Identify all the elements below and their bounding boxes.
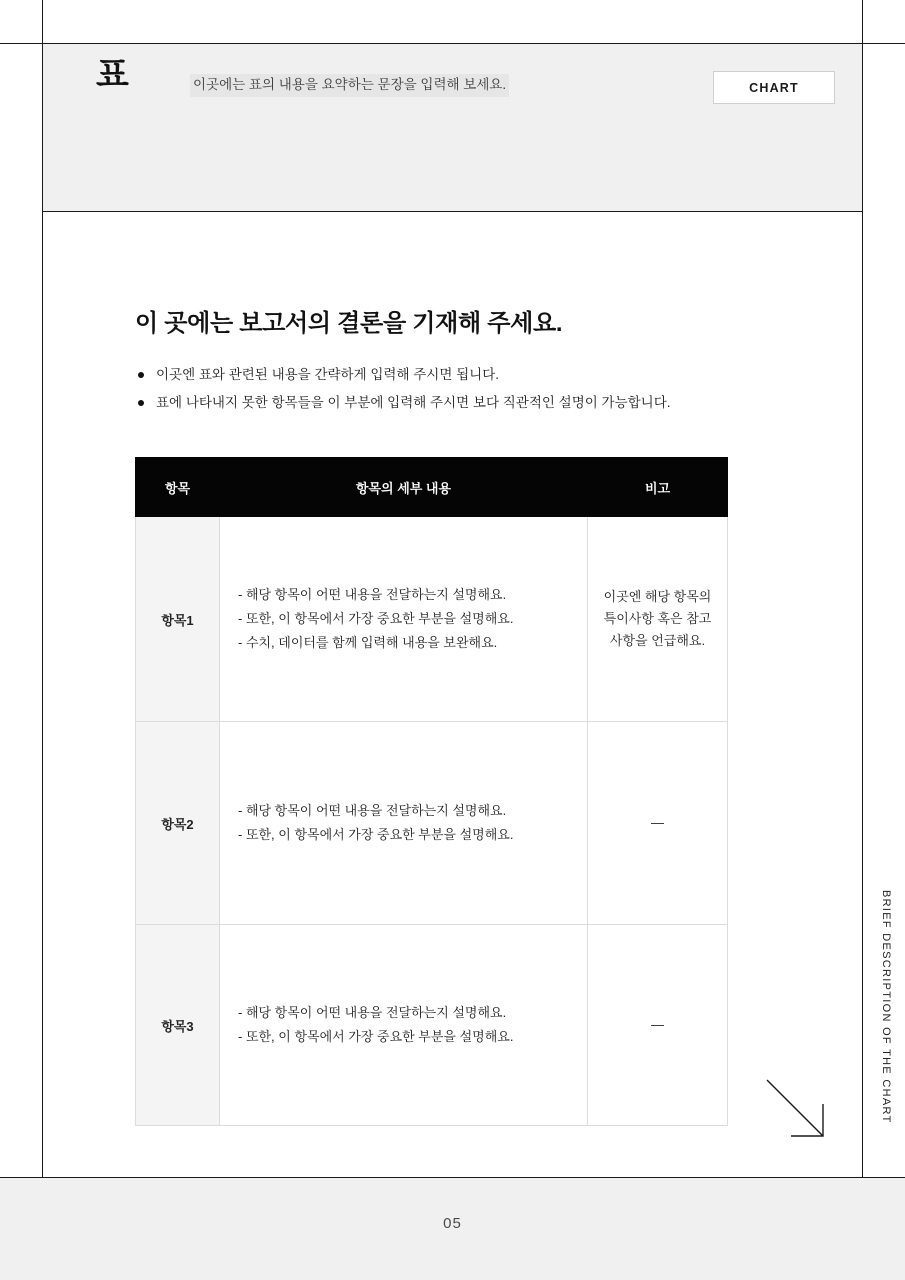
detail-line: - 해당 항목이 어떤 내용을 전달하는지 설명해요. — [238, 586, 507, 602]
data-table — [135, 457, 728, 1126]
column-header-note: 비고 — [588, 458, 728, 517]
detail-line: - 또한, 이 항목에서 가장 중요한 부분을 설명해요. — [238, 827, 514, 842]
list-item: 표에 나타내지 못한 항목들을 이 부분에 입력해 주시면 보다 직관적인 설명이 가능합니다. — [136, 393, 836, 414]
conclusion-title: 이 곳에는 보고서의 결론을 기재해 주세요. — [135, 310, 563, 337]
cell-note: 이곳엔 해당 항목의 특이사항 혹은 참고 사항을 언급해요. — [588, 517, 728, 722]
diagonal-arrow-icon — [765, 1078, 829, 1142]
column-header-detail: 항목의 세부 내용 — [220, 458, 588, 517]
detail-line: - 해당 항목이 어떤 내용을 전달하는지 설명해요. — [238, 802, 507, 818]
page-number: 05 — [443, 1215, 462, 1232]
right-margin-rule — [862, 0, 863, 1178]
header-title: 표 — [96, 56, 131, 94]
cell-item: 항목1 — [136, 517, 220, 722]
side-caption: BRIEF DESCRIPTION OF THE CHART — [880, 890, 892, 1124]
chart-tag-badge: CHART — [713, 71, 835, 104]
column-header-item: 항목 — [136, 458, 220, 517]
table-row — [136, 722, 728, 925]
cell-detail — [220, 722, 588, 925]
detail-line: - 수치, 데이터를 함께 입력해 내용을 보완해요. — [238, 635, 498, 651]
cell-detail — [220, 517, 588, 722]
cell-note: — — [588, 722, 728, 925]
detail-line: - 또한, 이 항목에서 가장 중요한 부분을 설명해요. — [238, 1029, 514, 1044]
table-row — [136, 925, 728, 1126]
list-item: 이곳엔 표와 관련된 내용을 간략하게 입력해 주시면 됩니다. — [136, 365, 836, 386]
header-subtitle: 이곳에는 표의 내용을 요약하는 문장을 입력해 보세요. — [190, 74, 509, 97]
cell-note: — — [588, 925, 728, 1126]
cell-item: 항목2 — [136, 722, 220, 925]
header-band — [43, 44, 862, 212]
table-header-row — [136, 458, 728, 517]
cell-detail — [220, 925, 588, 1126]
table-row — [136, 517, 728, 722]
bullet-list — [136, 365, 836, 421]
cell-item: 항목3 — [136, 925, 220, 1126]
detail-line: - 또한, 이 항목에서 가장 중요한 부분을 설명해요. — [238, 610, 514, 626]
detail-line: - 해당 항목이 어떤 내용을 전달하는지 설명해요. — [238, 1004, 507, 1020]
